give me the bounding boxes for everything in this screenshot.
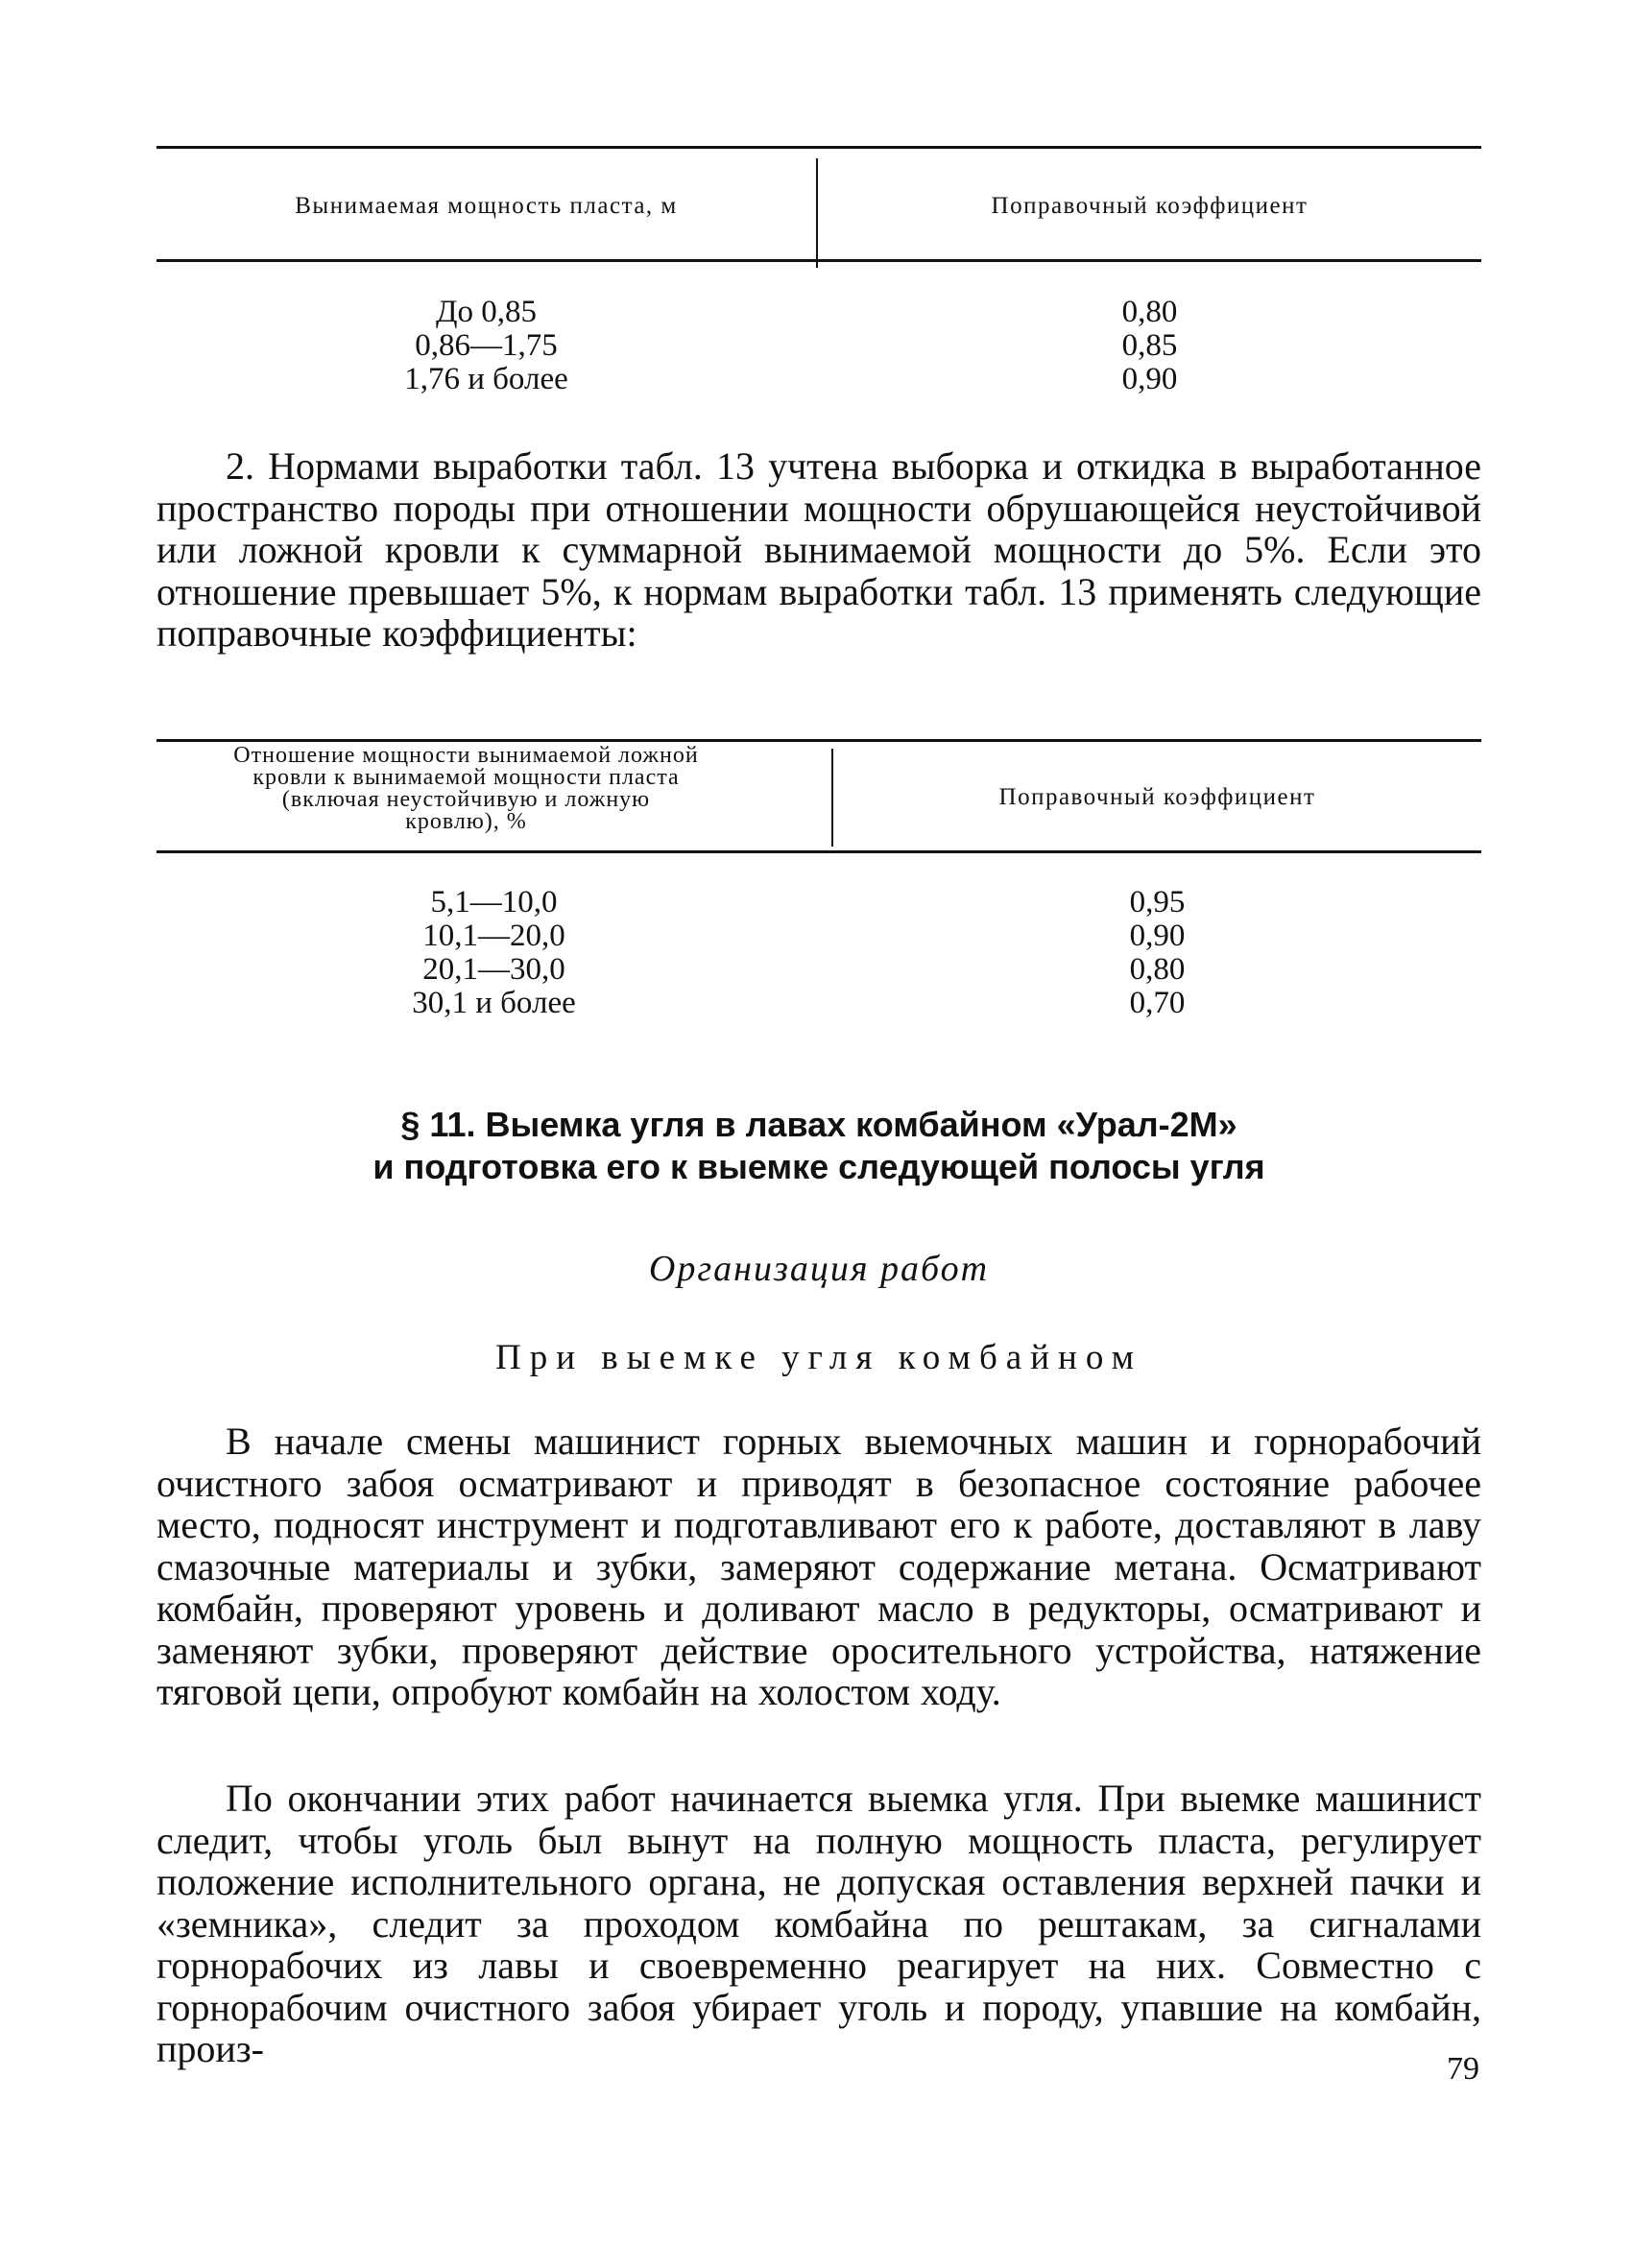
table-header-coefficient: Поправочный коэффициент xyxy=(991,193,1309,219)
table-top-rule xyxy=(156,739,1481,742)
table-cell-range: 30,1 и более xyxy=(412,986,576,1020)
table-cell-range: 10,1—20,0 xyxy=(422,919,565,953)
paragraph-note-2: 2. Нормами выработки табл. 13 учтена выборка и откидка в выработанное пространство породы при отношении мощности обрушающейся неустойчивой или ложной кровли к суммарной вынимаемой мощности до 5%. Если это отношение превышает 5%, к нормам выработки табл. 13 применять следующие поправочные коэффициенты: xyxy=(156,444,1481,655)
section-title-line: § 11. Выемка угля в лавах комбайном «Урал-2М» xyxy=(400,1105,1237,1144)
section-title xyxy=(156,1104,1481,1188)
table-header-rule xyxy=(156,850,1481,853)
correction-table-thickness xyxy=(156,144,1481,413)
subsubsection-title: При выемке угля комбайном xyxy=(494,1338,1143,1377)
table-cell-range: 0,86—1,75 xyxy=(415,328,558,363)
section-title-line: и подготовка его к выемке следующей полосы угля xyxy=(372,1147,1265,1186)
header-line: кровли к вынимаемой мощности пласта xyxy=(252,765,680,790)
subsection-title: Организация работ xyxy=(648,1249,990,1289)
table-cell-coef: 0,70 xyxy=(1129,986,1186,1020)
correction-table-roof-ratio xyxy=(156,737,1481,1035)
table-header-coefficient: Поправочный коэффициент xyxy=(998,784,1316,810)
table-cell-coef: 0,95 xyxy=(1129,885,1186,919)
table-header-thickness: Вынимаемая мощность пласта, м xyxy=(295,193,678,219)
table-cell-range: До 0,85 xyxy=(435,295,537,329)
table-cell-coef: 0,90 xyxy=(1129,919,1186,953)
header-line: (включая неустойчивую и ложную xyxy=(281,787,651,812)
table-cell-range: 1,76 и более xyxy=(404,362,568,396)
table-cell-coef: 0,85 xyxy=(1121,328,1178,363)
header-line: Отношение мощности вынимаемой ложной xyxy=(233,743,699,768)
table-header-rule xyxy=(156,259,1481,262)
table-cell-coef: 0,80 xyxy=(1121,295,1178,329)
body-paragraph: В начале смены машинист горных выемочных машин и горнорабочий очистного забоя осматривают и приводят в безопасное состояние рабочее место, подносят инструмент и подготавливают его к работе, доставляют в лаву смазочные материалы и зубки, замеряют содержание метана. Осматривают комбайн, проверяют уровень и доливают масло в редукторы, осматривают и заменяют зубки, проверяют действие оросительного устройства, натяжение тяговой цепи, опробуют комбайн на холостом ходу. xyxy=(156,1420,1481,1713)
body-paragraph: По окончании этих работ начинается выемка угля. При выемке машинист следит, чтобы уголь был вынут на полную мощность пласта, регулирует положение исполнительного органа, не допуская оставления верхней пачки и «земника», следит за проходом комбайна по рештакам, за сигналами горнорабочих из лавы и своевременно реагирует на них. Совместно с горнорабочим очистного забоя убирает уголь и породу, упавшие на комбайн, произ- xyxy=(156,1777,1481,2070)
table-cell-coef: 0,80 xyxy=(1129,952,1186,987)
table-cell-range: 20,1—30,0 xyxy=(422,952,565,987)
table-header-roof-ratio xyxy=(156,745,776,833)
table-cell-coef: 0,90 xyxy=(1121,362,1178,396)
table-top-rule xyxy=(156,146,1481,149)
table-cell-range: 5,1—10,0 xyxy=(430,885,558,919)
header-line: кровлю), % xyxy=(405,809,527,834)
page-number: 79 xyxy=(1447,2051,1479,2087)
